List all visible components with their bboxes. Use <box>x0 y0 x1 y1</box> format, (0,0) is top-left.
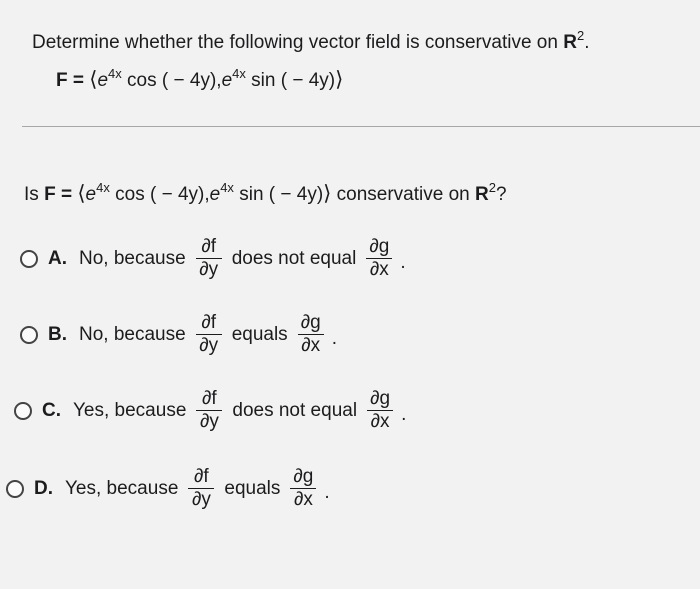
field-open-bracket: ⟨ <box>89 68 98 91</box>
radio-button-a[interactable] <box>20 250 38 268</box>
choice-d-reason: Yes, because <box>65 477 179 499</box>
choice-d[interactable] <box>6 466 330 511</box>
question-text <box>24 180 507 206</box>
partial-g-over-x <box>366 236 392 281</box>
choice-b-reason: No, because <box>79 323 186 345</box>
question-space: R <box>475 184 489 205</box>
question-e2-base: e <box>209 184 221 205</box>
question-part2: sin ( − 4y) <box>233 184 324 205</box>
field-part1: cos ( − 4y), <box>121 70 222 91</box>
partial-f-over-y <box>188 466 214 511</box>
partial-y-denominator: ∂y <box>191 489 211 510</box>
choice-c-period: . <box>401 403 407 425</box>
field-part2: sin ( − 4y) <box>245 70 336 91</box>
choice-a-letter: A. <box>48 247 67 269</box>
field-e2-base: e <box>221 70 233 91</box>
choice-b[interactable] <box>20 312 337 357</box>
choice-d-relation: equals <box>224 477 281 499</box>
partial-x-denominator: ∂x <box>301 335 321 356</box>
vector-field-equation <box>56 66 343 92</box>
field-e1-base: e <box>97 70 109 91</box>
section-divider <box>22 126 700 127</box>
partial-f-over-y <box>196 236 222 281</box>
choice-b-letter: B. <box>48 323 67 345</box>
choice-c-letter: C. <box>42 399 61 421</box>
partial-g-over-x <box>298 312 324 357</box>
partial-y-denominator: ∂y <box>199 259 219 280</box>
prompt-space-exponent: 2 <box>576 28 585 43</box>
partial-g-numerator: ∂g <box>369 236 390 257</box>
choice-b-relation: equals <box>231 323 288 345</box>
radio-button-c[interactable] <box>14 402 32 420</box>
question-mark: ? <box>495 184 507 205</box>
choice-a[interactable] <box>20 236 406 281</box>
question-part1: cos ( − 4y), <box>109 184 210 205</box>
question-space-exponent: 2 <box>488 180 496 195</box>
prompt-sentence: Determine whether the following vector field is conservative on <box>32 32 558 53</box>
question-e1-exponent: 4x <box>96 180 110 195</box>
prompt-space: R <box>563 32 577 53</box>
partial-y-denominator: ∂y <box>199 411 219 432</box>
choice-a-relation: does not equal <box>231 247 357 269</box>
choice-b-period: . <box>331 327 337 349</box>
partial-g-numerator: ∂g <box>370 388 391 409</box>
field-close-bracket: ⟩ <box>335 68 344 91</box>
question-prefix: Is <box>24 184 45 205</box>
partial-y-denominator: ∂y <box>199 335 219 356</box>
question-close-bracket: ⟩ <box>323 182 332 205</box>
question-e1-base: e <box>85 184 97 205</box>
choice-c-relation: does not equal <box>232 399 358 421</box>
partial-g-over-x <box>367 388 393 433</box>
question-lhs: F = <box>44 184 73 205</box>
partial-f-numerator: ∂f <box>201 236 217 257</box>
partial-x-denominator: ∂x <box>370 411 390 432</box>
partial-f-numerator: ∂f <box>202 388 217 409</box>
choice-c-reason: Yes, because <box>73 399 187 421</box>
partial-g-numerator: ∂g <box>293 466 314 487</box>
field-lhs: F = <box>56 70 84 91</box>
partial-g-numerator: ∂g <box>300 312 321 333</box>
partial-f-over-y <box>196 388 222 433</box>
choice-d-letter: D. <box>34 477 53 499</box>
prompt-end: . <box>584 32 590 53</box>
field-e1-exponent: 4x <box>108 66 122 81</box>
partial-f-numerator: ∂f <box>194 466 209 487</box>
partial-f-numerator: ∂f <box>201 312 217 333</box>
choice-a-period: . <box>400 251 406 273</box>
field-e2-exponent: 4x <box>232 66 246 81</box>
partial-x-denominator: ∂x <box>369 259 389 280</box>
question-open-bracket: ⟨ <box>77 182 86 205</box>
choice-a-reason: No, because <box>79 247 186 269</box>
question-e2-exponent: 4x <box>220 180 234 195</box>
choice-d-period: . <box>324 481 330 503</box>
radio-button-b[interactable] <box>20 326 38 344</box>
partial-f-over-y <box>196 312 222 357</box>
question-suffix: conservative on <box>331 184 476 205</box>
prompt-text <box>32 28 589 54</box>
partial-g-over-x <box>290 466 316 511</box>
choice-c[interactable] <box>14 388 406 433</box>
radio-button-d[interactable] <box>6 480 24 498</box>
partial-x-denominator: ∂x <box>293 489 313 510</box>
